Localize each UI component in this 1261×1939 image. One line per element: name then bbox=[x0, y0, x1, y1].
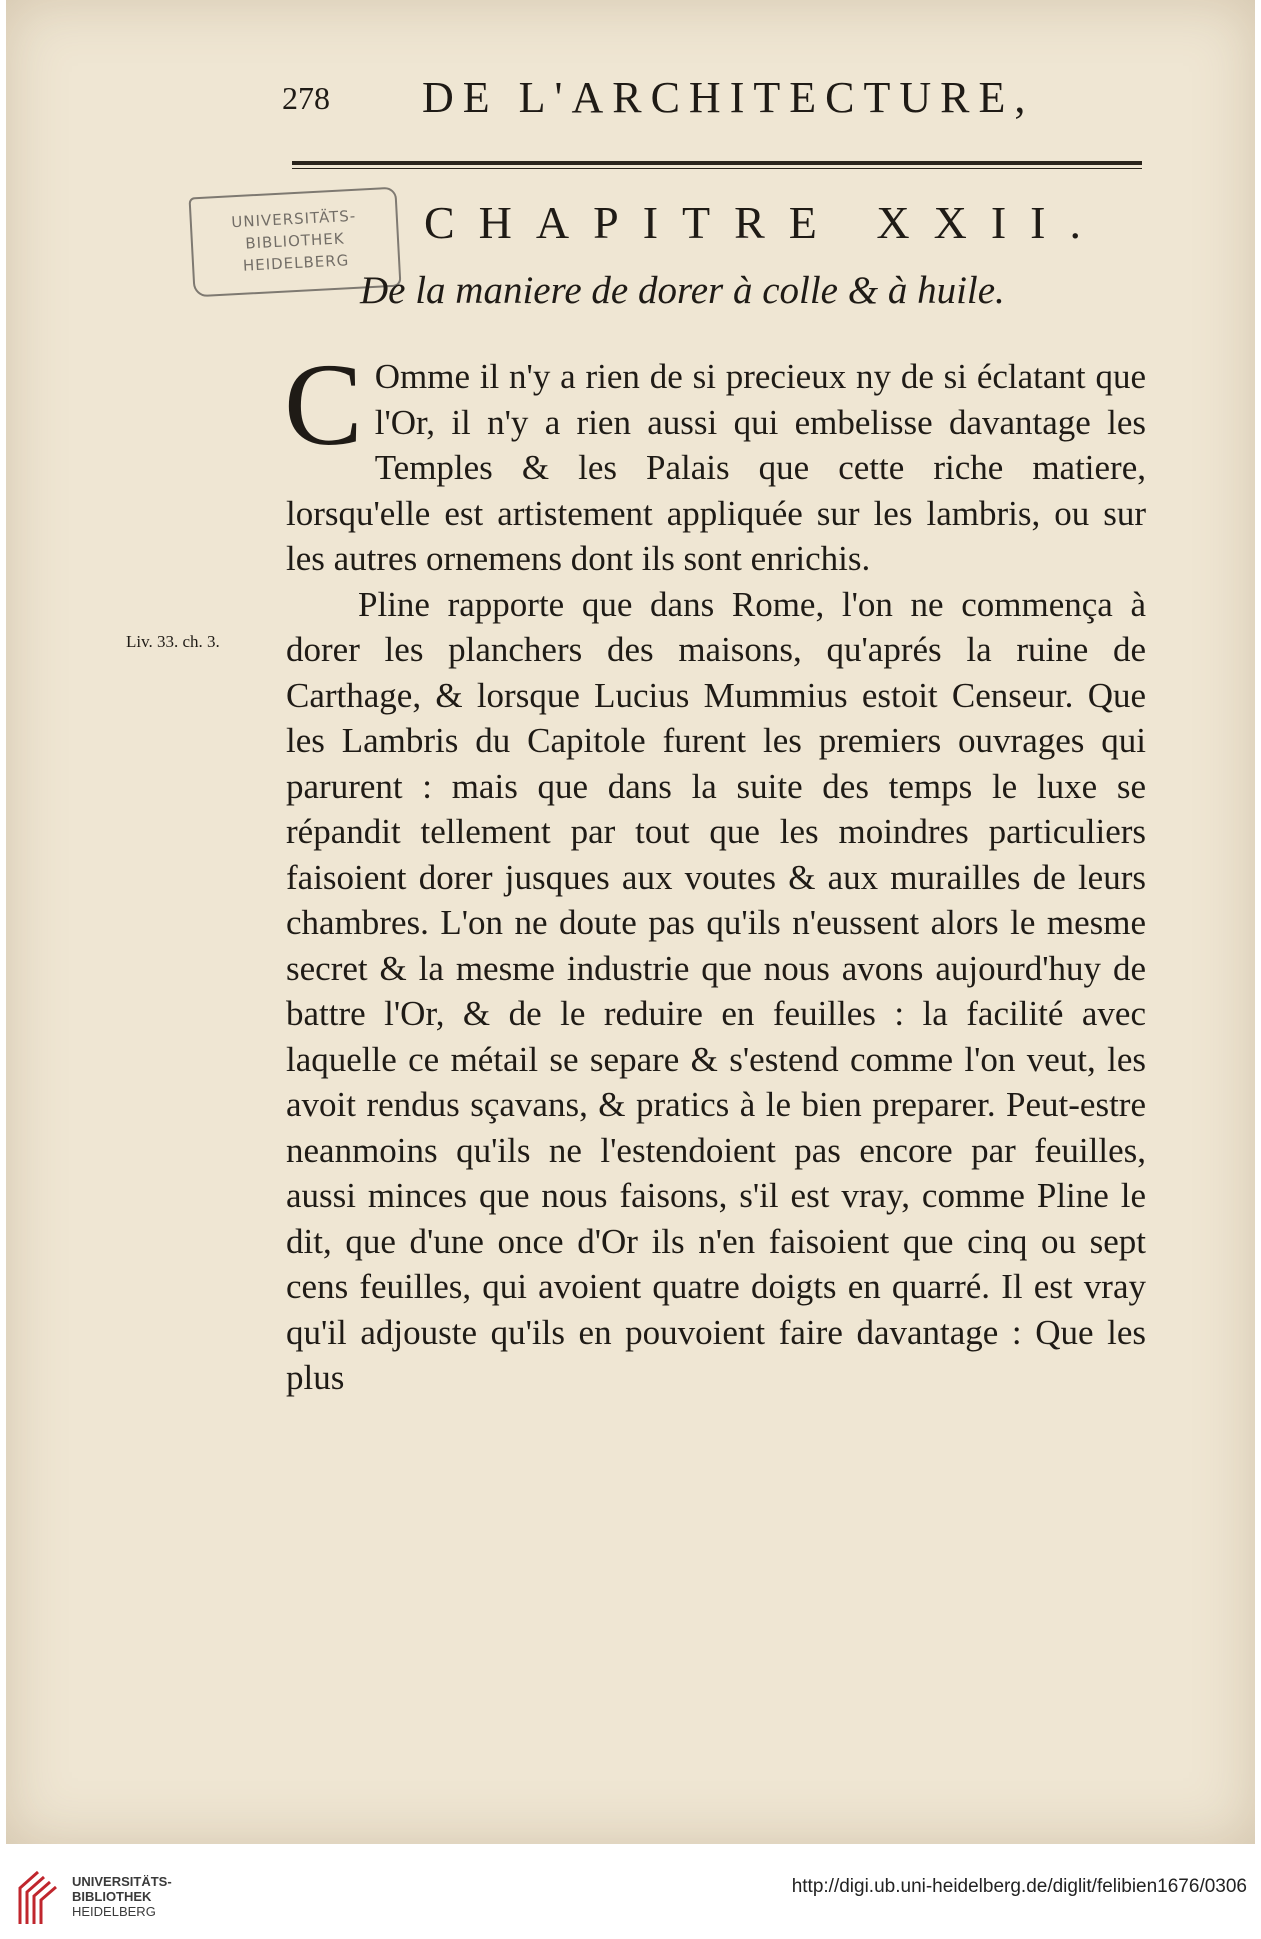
body-text bbox=[284, 339, 1146, 1401]
library-logo-icon bbox=[14, 1868, 62, 1928]
paragraph-1 bbox=[284, 339, 1146, 582]
library-name-line: UNIVERSITÄTS- bbox=[72, 1874, 172, 1889]
book-title: DE L'ARCHITECTURE, bbox=[422, 73, 1035, 122]
library-name-line: BIBLIOTHEK bbox=[72, 1889, 152, 1904]
chapter-title: CHAPITRE XXII. bbox=[424, 197, 1105, 248]
header-rule bbox=[292, 161, 1142, 165]
paragraph-1-text: Omme il n'y a rien de si precieux ny de si éclatant que l'Or, il n'y a rien aussi qui embelisse davantage les Temples & les Palais que cette riche matiere, lorsqu'elle est artistement appliquée sur les lambris, ou sur les autres ornemens dont ils sont enrichis. bbox=[286, 357, 1146, 578]
source-url-link[interactable]: http://digi.ub.uni-heidelberg.de/diglit/felibien1676/0306 bbox=[791, 1876, 1247, 1897]
library-name-line: HEIDELBERG bbox=[72, 1904, 156, 1919]
library-name bbox=[72, 1874, 172, 1919]
footer bbox=[0, 1844, 1261, 1939]
margin-note: Liv. 33. ch. 3. bbox=[126, 632, 220, 651]
page-number: 278 bbox=[282, 80, 330, 116]
drop-cap: C bbox=[284, 339, 363, 470]
stamp-line: HEIDELBERG bbox=[242, 251, 350, 275]
stamp-line: BIBLIOTHEK bbox=[244, 229, 346, 253]
stamp-line: UNIVERSITÄTS- bbox=[230, 206, 357, 232]
chapter-subtitle: De la maniere de dorer à colle & à huile. bbox=[360, 269, 1005, 312]
paragraph-2: Pline rapporte que dans Rome, l'on ne commença à dorer les planchers des maisons, qu'aprés la ruine de Carthage, & lorsque Lucius Mummius estoit Censeur. Que les Lambris du Capitole furent les premiers ouvrages qui parurent : mais que dans la suite des temps le luxe se répandit tellement par tout que les moindres particuliers faisoient dorer jusques aux voutes & aux murailles de leurs chambres. L'on ne doute pas qu'ils n'eussent alors le mesme secret & la mesme industrie que nous avons aujourd'huy de battre l'Or, & de le reduire en feuilles : la facilité avec laquelle ce métail se separe & s'estend comme l'on veut, les avoit rendus sçavans, & pratics à le bien preparer. Peut-estre neanmoins qu'ils ne l'estendoient pas encore par feuilles, aussi minces que nous faisons, s'il est vray, comme Pline le dit, que d'une once d'Or ils n'en faisoient que cinq ou sept cens feuilles, qui avoient quatre doigts en quarré. Il est vray qu'il adjouste qu'ils en pouvoient faire davantage : Que les plus bbox=[286, 584, 1146, 1397]
running-head bbox=[282, 72, 1142, 128]
scanned-page bbox=[6, 0, 1255, 1844]
